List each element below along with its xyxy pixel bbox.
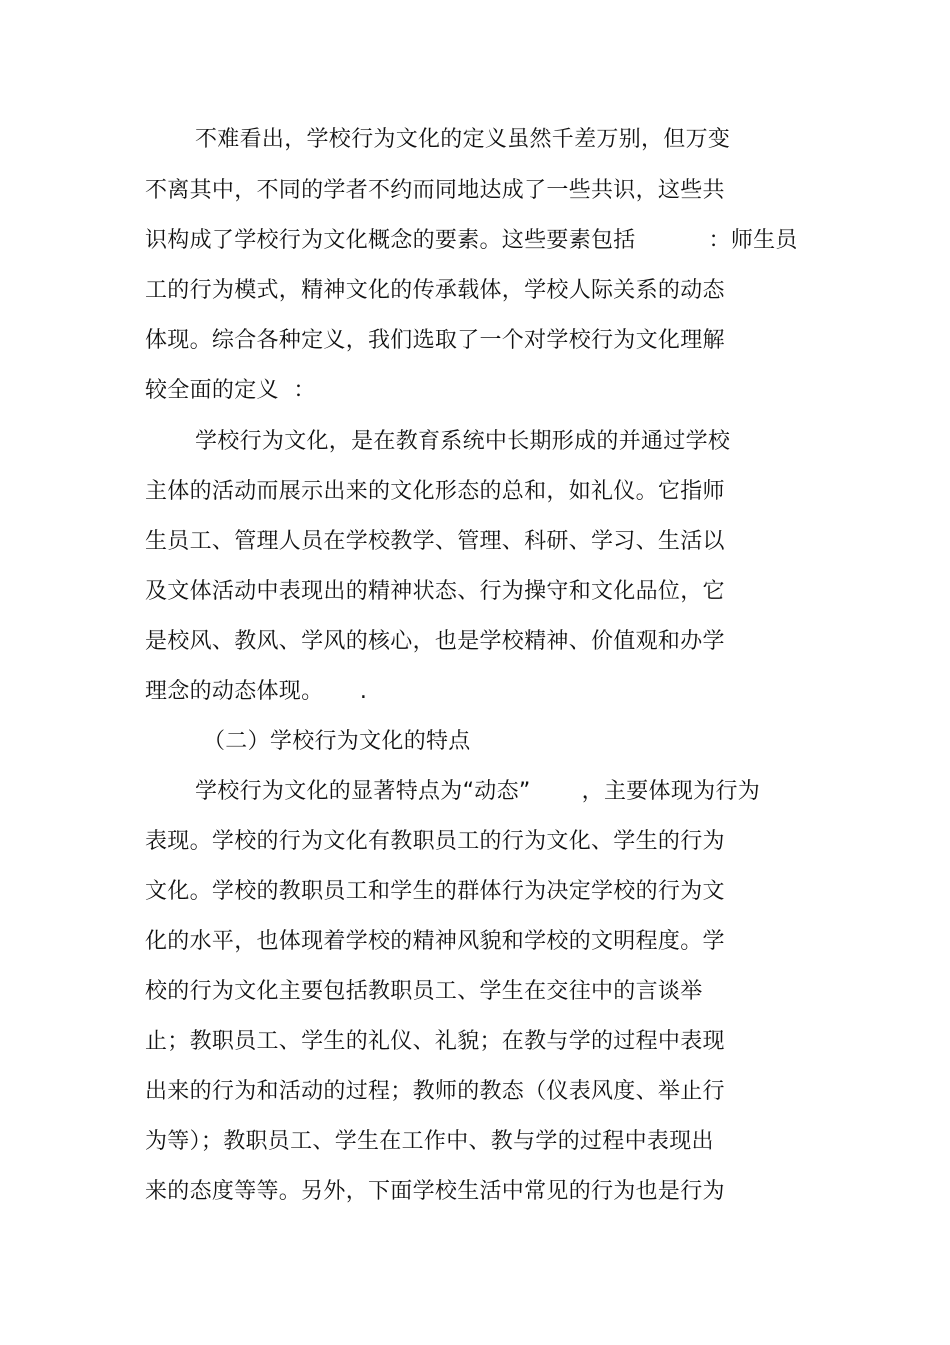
text-line: 不离其中，不同的学者不约而同地达成了一些共识，这些共 bbox=[145, 178, 725, 203]
text-line: 体现。综合各种定义，我们选取了一个对学校行为文化理解 bbox=[145, 328, 725, 353]
text-line: 为等）；教职员工、学生在工作中、教与学的过程中表现出 bbox=[145, 1129, 714, 1154]
text-line: 是校风、教风、学风的核心，也是学校精神、价值观和办学 bbox=[145, 629, 725, 654]
text-line: 校的行为文化主要包括教职员工、学生在交往中的言谈举 bbox=[145, 979, 703, 1004]
text-line: 不难看出，学校行为文化的定义虽然千差万别，但万变 bbox=[195, 127, 731, 152]
text-line: 出来的行为和活动的过程；教师的教态（仪表风度、举止行 bbox=[145, 1079, 725, 1104]
section-heading: （二）学校行为文化的特点 bbox=[203, 729, 471, 754]
text-line: 学校行为文化的显著特点为“动态” ，主要体现为行为 bbox=[195, 779, 761, 804]
text-line: 工的行为模式，精神文化的传承载体，学校人际关系的动态 bbox=[145, 278, 725, 303]
text-line: 较全面的定义 ： bbox=[145, 378, 316, 403]
text-line: 生员工、管理人员在学校教学、管理、科研、学习、生活以 bbox=[145, 529, 725, 554]
text-line: 及文体活动中表现出的精神状态、行为操守和文化品位，它 bbox=[145, 579, 725, 604]
text-line: 识构成了学校行为文化概念的要素。这些要素包括 ：师生员 bbox=[145, 228, 798, 253]
text-line: 止；教职员工、学生的礼仪、礼貌；在教与学的过程中表现 bbox=[145, 1029, 725, 1054]
text-line: 学校行为文化，是在教育系统中长期形成的并通过学校 bbox=[195, 429, 731, 454]
text-line: 理念的动态体现。 . bbox=[145, 679, 368, 704]
text-line: 主体的活动而展示出来的文化形态的总和，如礼仪。它指师 bbox=[145, 479, 725, 504]
text-line: 来的态度等等。另外，下面学校生活中常见的行为也是行为 bbox=[145, 1179, 725, 1204]
text-line: 文化。学校的教职员工和学生的群体行为决定学校的行为文 bbox=[145, 879, 725, 904]
text-line: 化的水平，也体现着学校的精神风貌和学校的文明程度。学 bbox=[145, 929, 725, 954]
text-line: 表现。学校的行为文化有教职员工的行为文化、学生的行为 bbox=[145, 829, 725, 854]
